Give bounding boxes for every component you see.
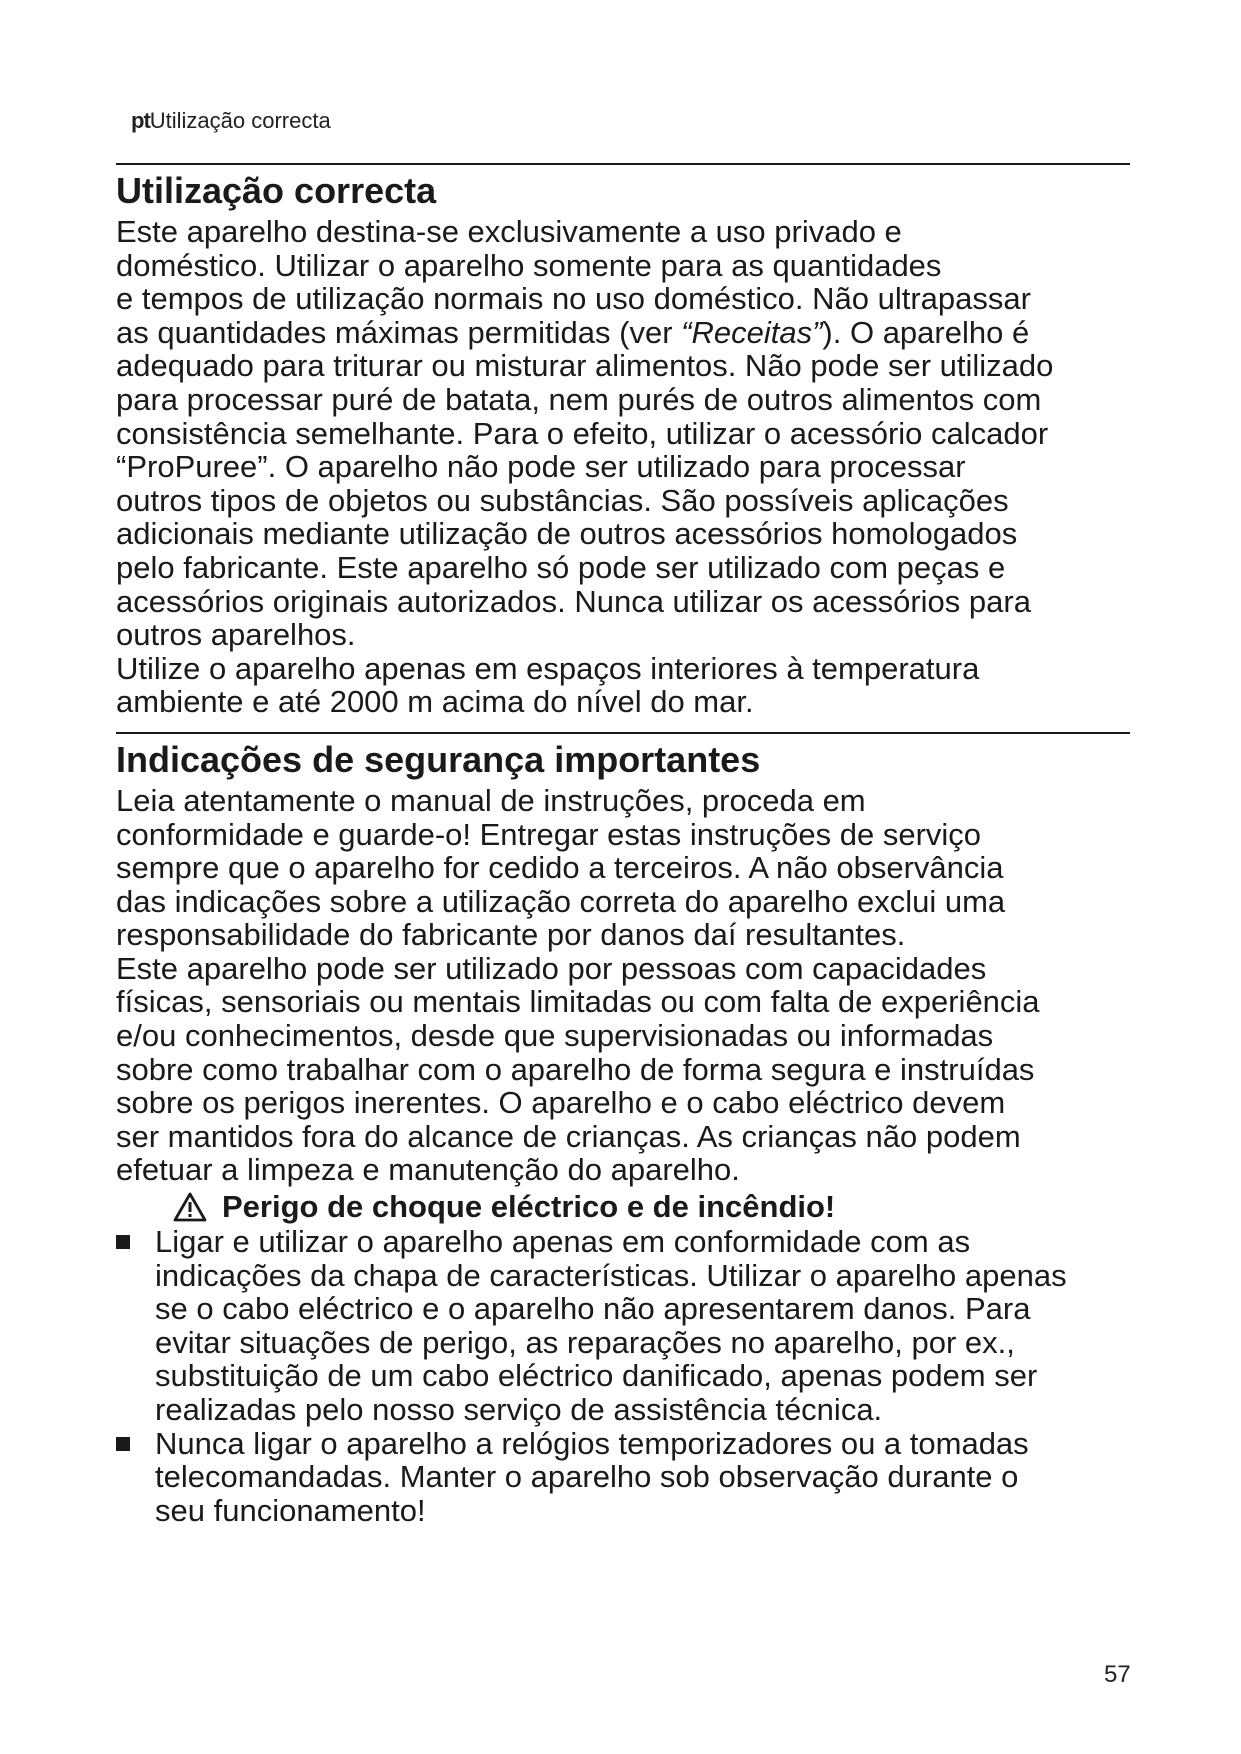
usage-environment-paragraph: Utilize o aparelho apenas em espaços interiores à temperatura ambiente e até 2000 m acima do nível do mar. xyxy=(116,650,980,720)
page-content xyxy=(116,163,1130,1527)
safety-paragraph: Leia atentamente o manual de instruções, proceda em conformidade e guarde-o! Entregar estas instruções de serviço sempre que o aparelho for cedido a terceiros. A não observância das indicações sobre a utilização correta do aparelho exclui uma responsabilidade do fabricante por danos daí resultantes. xyxy=(116,782,1006,953)
section-divider xyxy=(116,732,1130,734)
intended-use-text-part: ). O aparelho é adequado para triturar ou misturar alimentos. Não pode ser utilizado para processar puré de batata, nem purés de outros alimentos com consistência semelhante. Para o efeito, utilizar o acessório calcador “ProPuree”. O aparelho não pode ser utilizado para processar outros tipos de objetos ou substâncias. São possíveis aplicações adicionais mediante utilização de outros acessórios homologados pelo fabricante. Este aparelho só pode ser utilizado com peças e acessórios originais autorizados. Nunca utilizar os acessórios para outros aparelhos. xyxy=(116,314,1054,653)
section-title: Utilização correcta xyxy=(116,170,437,211)
list-item xyxy=(116,1225,1130,1427)
running-header xyxy=(131,108,331,134)
section-divider xyxy=(116,163,1130,165)
section-safety-instructions xyxy=(116,732,1130,1527)
warning-heading-text: Perigo de choque eléctrico e de incêndio! xyxy=(222,1189,836,1225)
recipes-reference: “Receitas” xyxy=(681,314,823,350)
warning-triangle-icon xyxy=(172,1191,208,1223)
intended-use-text-part: Este aparelho destina-se exclusivamente a uso privado e doméstico. Utilizar o aparelho somente para as quantidades e tempos de utilização normais no uso doméstico. Não ultrapassar as quantidades máximas permitidas (ver xyxy=(116,214,1031,350)
bullet-text: Nunca ligar o aparelho a relógios temporizadores ou a tomadas telecomandadas. Manter o aparelho sob observação durante o seu funcionamento! xyxy=(155,1425,1029,1528)
square-bullet-icon xyxy=(116,1437,130,1451)
section-intended-use xyxy=(116,163,1130,719)
warning-heading xyxy=(172,1189,1130,1225)
safety-paragraph: Este aparelho pode ser utilizado por pessoas com capacidades físicas, sensoriais ou mentais limitadas ou com falta de experiência e/ou conhecimentos, desde que supervisionadas ou informadas sobre como trabalhar com o aparelho de forma segura e instruídas sobre os perigos inerentes. O aparelho e o cabo eléctrico devem ser mantidos fora do alcance de crianças. As crianças não podem efetuar a limpeza e manutenção do aparelho. xyxy=(116,950,1040,1188)
language-code: pt xyxy=(131,108,150,133)
page-number: 57 xyxy=(1104,1661,1131,1688)
running-title: Utilização correcta xyxy=(149,108,331,133)
warning-bullet-list xyxy=(116,1225,1130,1527)
section-title: Indicações de segurança importantes xyxy=(116,738,761,780)
list-item xyxy=(116,1427,1130,1528)
bullet-text: Ligar e utilizar o aparelho apenas em conformidade com as indicações da chapa de características. Utilizar o aparelho apenas se o cabo eléctrico e o aparelho não apresentarem danos. Para evitar situações de perigo, as reparações no aparelho, por ex., substituição de um cabo eléctrico danificado, apenas podem ser realizadas pelo nosso serviço de assistência técnica. xyxy=(155,1224,1067,1427)
intended-use-paragraph xyxy=(116,215,1130,652)
square-bullet-icon xyxy=(116,1235,130,1249)
